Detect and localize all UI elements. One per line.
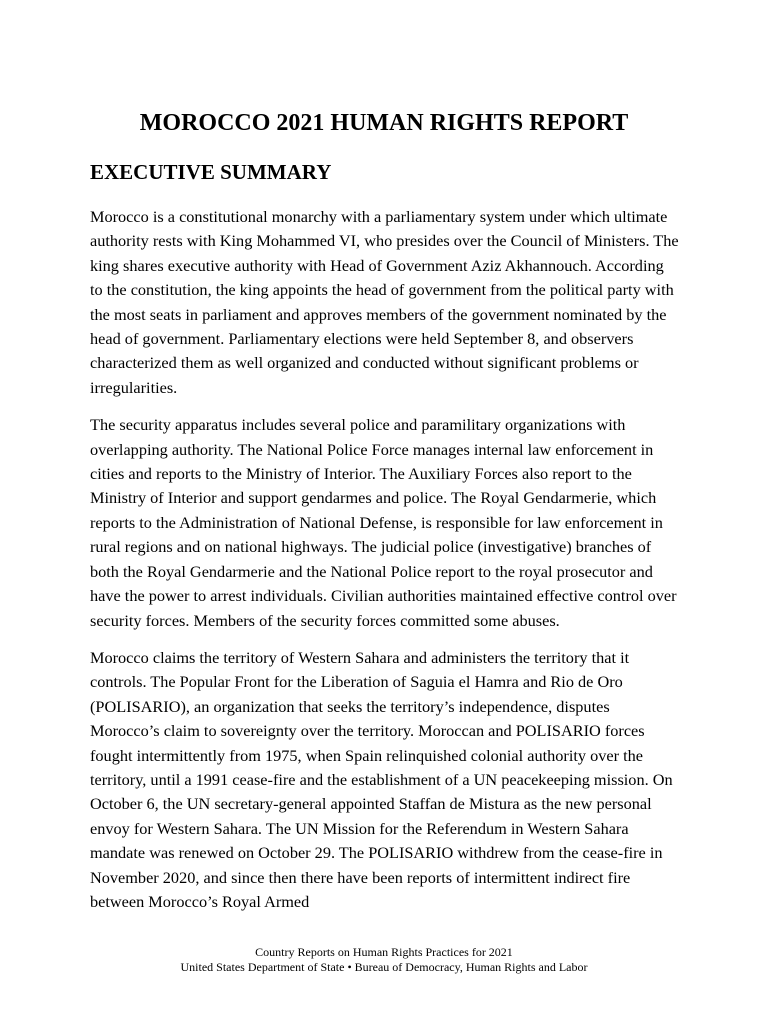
footer-line-department: United States Department of State • Bureau of Democracy, Human Rights and Labor	[180, 960, 588, 974]
paragraph: The security apparatus includes several police and paramilitary organizations with overlapping authority. The National Police Force manages internal law enforcement in cities and reports to the Ministry of Interior. The Auxiliary Forces also report to the Ministry of Interior and support gendarmes and police. The Royal Gendarmerie, which reports to the Administration of National Defense, is responsible for law enforcement in rural regions and on national highways. The judicial police (investigative) branches of both the Royal Gendarmerie and the National Police report to the royal prosecutor and have the power to arrest individuals. Civilian authorities maintained effective control over security forces. Members of the security forces committed some abuses.	[90, 415, 677, 630]
paragraph: Morocco is a constitutional monarchy with a parliamentary system under which ultimate authority rests with King Mohammed VI, who presides over the Council of Ministers. The king shares executive authority with Head of Government Aziz Akhannouch. According to the constitution, the king appoints the head of government from the political party with the most seats in parliament and approves members of the government nominated by the head of government. Parliamentary elections were held September 8, and observers characterized them as well organized and conducted without significant problems or irregularities.	[90, 207, 679, 397]
page-footer	[0, 945, 768, 975]
document-body	[90, 205, 680, 927]
page-title: MOROCCO 2021 HUMAN RIGHTS REPORT	[139, 110, 629, 136]
paragraph: Morocco claims the territory of Western Sahara and administers the territory that it controls. The Popular Front for the Liberation of Saguia el Hamra and Rio de Oro (POLISARIO), an organization that seeks the territory’s independence, disputes Morocco’s claim to sovereignty over the territory. Moroccan and POLISARIO forces fought intermittently from 1975, when Spain relinquished colonial authority over the territory, until a 1991 cease-fire and the establishment of a UN peacekeeping mission. On October 6, the UN secretary-general appointed Staffan de Mistura as the new personal envoy for Western Sahara. The UN Mission for the Referendum in Western Sahara mandate was renewed on October 29. The POLISARIO withdrew from the cease-fire in November 2020, and since then there have been reports of intermittent indirect fire between Morocco’s Royal Armed	[90, 647, 673, 911]
footer-line-report: Country Reports on Human Rights Practices for 2021	[255, 945, 513, 959]
section-heading: EXECUTIVE SUMMARY	[90, 160, 332, 184]
